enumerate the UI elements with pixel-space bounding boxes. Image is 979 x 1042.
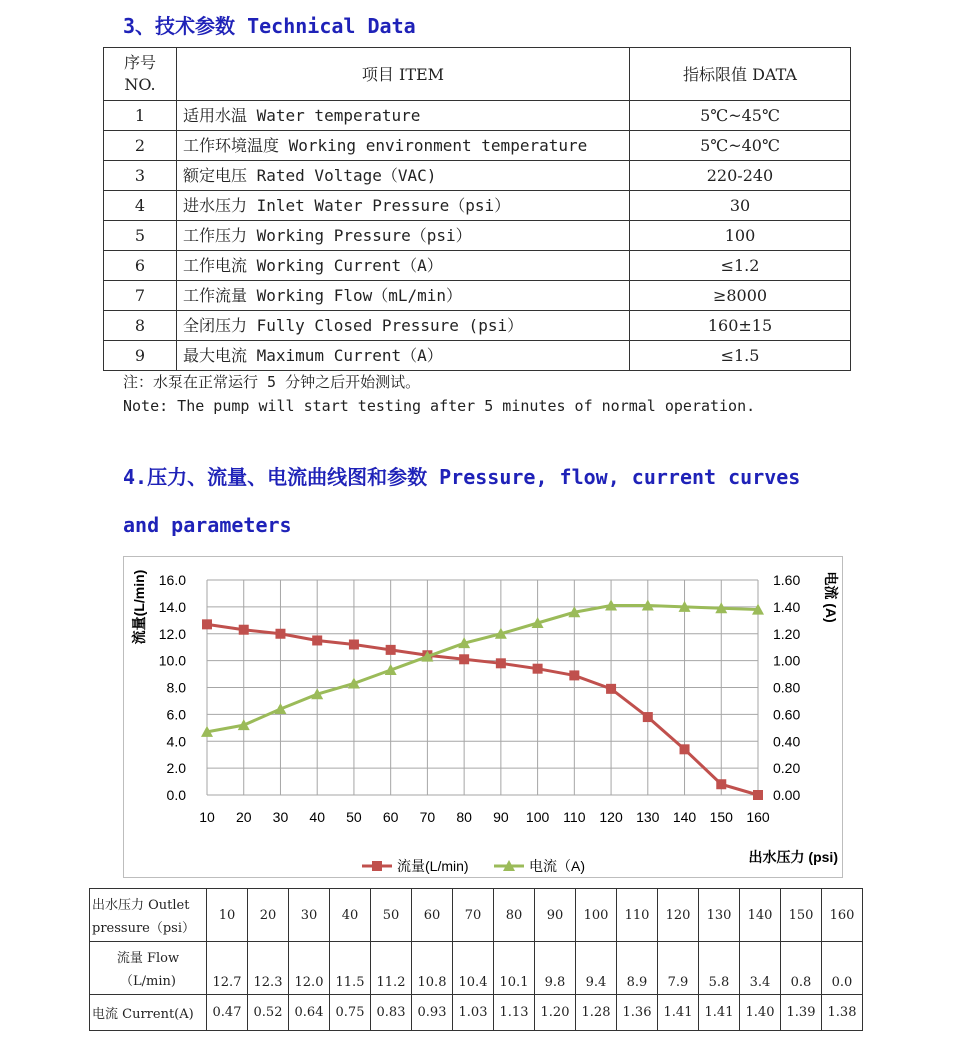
current-cell: 1.03 — [453, 995, 494, 1031]
flow-cell: 3.4 — [740, 942, 781, 995]
table-row — [104, 341, 851, 371]
current-cell: 0.52 — [248, 995, 289, 1031]
pressure-cell: 60 — [412, 889, 453, 942]
row-no: 5 — [104, 221, 177, 251]
table-header-row — [104, 48, 851, 101]
flow-cell: 12.7 — [207, 942, 248, 995]
current-cell: 1.13 — [494, 995, 535, 1031]
pressure-cell: 30 — [289, 889, 330, 942]
current-cell: 1.41 — [699, 995, 740, 1031]
row-value: 5℃~40℃ — [630, 131, 851, 161]
current-cell: 0.93 — [412, 995, 453, 1031]
row-no: 2 — [104, 131, 177, 161]
y-tick-label: 14.0 — [158, 598, 186, 615]
x-tick-label: 10 — [199, 809, 215, 825]
section-4-title-line2: and parameters — [123, 513, 292, 537]
flow-cell: 5.8 — [699, 942, 740, 995]
y2-tick-label: 0.20 — [773, 760, 801, 777]
x-tick-label: 110 — [563, 809, 586, 825]
row-item: 工作流量 Working Flow（mL/min） — [177, 281, 630, 311]
row-item: 工作压力 Working Pressure（psi） — [177, 221, 630, 251]
flow-label-line2: （L/min) — [120, 974, 176, 989]
x-tick-label: 60 — [382, 809, 399, 825]
current-cell: 1.20 — [535, 995, 576, 1031]
pressure-row — [90, 889, 863, 942]
row-value: 220-240 — [630, 161, 851, 191]
x-tick-label: 160 — [746, 809, 770, 825]
flow-label-line1: 流量 Flow — [116, 951, 180, 966]
table-row — [104, 191, 851, 221]
row-no: 7 — [104, 281, 177, 311]
flow-cell: 10.4 — [453, 942, 494, 995]
pressure-cell: 80 — [494, 889, 535, 942]
current-cell: 0.64 — [289, 995, 330, 1031]
section-4-title-line1: 4.压力、流量、电流曲线图和参数 Pressure, flow, current curves — [123, 465, 801, 489]
section-3-title: 3、技术参数 Technical Data — [123, 14, 416, 38]
technical-data-table — [103, 47, 851, 371]
note-cn: 注：水泵在正常运行 5 分钟之后开始测试。 — [123, 373, 421, 391]
pressure-cell: 70 — [453, 889, 494, 942]
header-no — [104, 48, 177, 101]
row-value: 30 — [630, 191, 851, 221]
note-en: Note: The pump will start testing after 5 minutes of normal operation. — [123, 397, 756, 415]
pressure-cell: 50 — [371, 889, 412, 942]
row-no: 1 — [104, 101, 177, 131]
row-no: 6 — [104, 251, 177, 281]
row-no: 3 — [104, 161, 177, 191]
flow-cell: 10.1 — [494, 942, 535, 995]
y-tick-label: 4.0 — [166, 733, 186, 750]
current-cell: 1.40 — [740, 995, 781, 1031]
pressure-cell: 140 — [740, 889, 781, 942]
table-row — [104, 251, 851, 281]
current-cell: 1.39 — [781, 995, 822, 1031]
row-no: 9 — [104, 341, 177, 371]
row-item: 全闭压力 Fully Closed Pressure (psi） — [177, 311, 630, 341]
row-no: 8 — [104, 311, 177, 341]
pressure-cell: 150 — [781, 889, 822, 942]
x-tick-label: 20 — [235, 809, 252, 825]
flow-cell: 12.0 — [289, 942, 330, 995]
row-item: 工作电流 Working Current（A） — [177, 251, 630, 281]
flow-cell: 0.0 — [822, 942, 863, 995]
parameter-data-table — [89, 888, 863, 1031]
y2-tick-label: 1.60 — [773, 572, 801, 588]
header-no-en: NO. — [124, 75, 156, 94]
y-tick-label: 10.0 — [158, 652, 186, 669]
row-item: 最大电流 Maximum Current（A） — [177, 341, 630, 371]
flow-cell: 7.9 — [658, 942, 699, 995]
table-row — [104, 281, 851, 311]
x-tick-label: 100 — [525, 809, 550, 825]
current-cell: 0.75 — [330, 995, 371, 1031]
flow-row-label — [90, 942, 207, 995]
row-value: 5℃~45℃ — [630, 101, 851, 131]
x-tick-label: 50 — [346, 809, 362, 825]
table-row — [104, 311, 851, 341]
pressure-cell: 10 — [207, 889, 248, 942]
pressure-cell: 160 — [822, 889, 863, 942]
row-value: ≥8000 — [630, 281, 851, 311]
pressure-cell: 90 — [535, 889, 576, 942]
y2-tick-label: 1.40 — [773, 598, 801, 615]
current-cell: 0.83 — [371, 995, 412, 1031]
current-row-label: 电流 Current(A) — [90, 995, 207, 1031]
header-item: 项目 ITEM — [177, 48, 630, 101]
flow-row — [90, 942, 863, 995]
flow-cell: 9.8 — [535, 942, 576, 995]
pressure-row-label — [90, 889, 207, 942]
x-axis-label: 出水压力 (psi) — [748, 849, 838, 865]
row-value: 100 — [630, 221, 851, 251]
y2-tick-label: 0.00 — [773, 787, 801, 803]
header-no-cn: 序号 — [123, 53, 156, 72]
row-value: 160±15 — [630, 311, 851, 341]
pressure-cell: 120 — [658, 889, 699, 942]
x-tick-label: 70 — [419, 809, 436, 825]
x-tick-label: 150 — [709, 809, 733, 825]
row-item: 进水压力 Inlet Water Pressure（psi） — [177, 191, 630, 221]
flow-cell: 0.8 — [781, 942, 822, 995]
pressure-label-line2: pressure（psi） — [92, 921, 196, 936]
flow-cell: 10.8 — [412, 942, 453, 995]
table-row — [104, 101, 851, 131]
flow-cell: 8.9 — [617, 942, 658, 995]
legend-current-label: 电流（A) — [529, 858, 585, 874]
x-tick-label: 140 — [672, 809, 697, 825]
flow-cell: 11.5 — [330, 942, 371, 995]
header-data: 指标限值 DATA — [630, 48, 851, 101]
row-no: 4 — [104, 191, 177, 221]
y-tick-label: 12.0 — [158, 625, 186, 642]
x-tick-label: 30 — [272, 809, 289, 825]
y2-tick-label: 0.80 — [773, 679, 801, 696]
pressure-cell: 110 — [617, 889, 658, 942]
current-cell: 1.36 — [617, 995, 658, 1031]
y-tick-label: 16.0 — [158, 572, 186, 588]
table-row — [104, 131, 851, 161]
pressure-label-line1: 出水压力 Outlet — [92, 898, 190, 913]
row-value: ≤1.5 — [630, 341, 851, 371]
pressure-cell: 40 — [330, 889, 371, 942]
current-cell: 1.28 — [576, 995, 617, 1031]
current-cell: 1.41 — [658, 995, 699, 1031]
flow-cell: 12.3 — [248, 942, 289, 995]
flow-cell: 9.4 — [576, 942, 617, 995]
current-row — [90, 995, 863, 1031]
y2-tick-label: 1.20 — [773, 625, 801, 642]
y2-tick-label: 1.00 — [773, 652, 801, 669]
x-tick-label: 130 — [636, 809, 660, 825]
chart-frame — [123, 556, 843, 878]
y-tick-label: 0.0 — [166, 787, 186, 803]
y2-axis-label: 电流 (A) — [823, 571, 839, 623]
pressure-cell: 20 — [248, 889, 289, 942]
x-tick-label: 40 — [309, 809, 325, 825]
pressure-cell: 100 — [576, 889, 617, 942]
current-cell: 0.47 — [207, 995, 248, 1031]
y-tick-label: 2.0 — [166, 760, 186, 777]
y-tick-label: 6.0 — [166, 706, 186, 723]
y-tick-label: 8.0 — [166, 679, 186, 696]
legend-flow-label: 流量(L/min) — [397, 858, 469, 874]
row-value: ≤1.2 — [630, 251, 851, 281]
row-item: 额定电压 Rated Voltage（VAC) — [177, 161, 630, 191]
x-tick-label: 90 — [493, 809, 509, 825]
x-tick-label: 80 — [456, 809, 472, 825]
row-item: 适用水温 Water temperature — [177, 101, 630, 131]
pressure-cell: 130 — [699, 889, 740, 942]
current-cell: 1.38 — [822, 995, 863, 1031]
y-axis-label: 流量(L/min) — [131, 569, 147, 645]
row-item: 工作环境温度 Working environment temperature — [177, 131, 630, 161]
table-row — [104, 221, 851, 251]
table-row — [104, 161, 851, 191]
y2-tick-label: 0.40 — [773, 733, 801, 750]
flow-cell: 11.2 — [371, 942, 412, 995]
y2-tick-label: 0.60 — [773, 706, 801, 723]
x-tick-label: 120 — [599, 809, 623, 825]
